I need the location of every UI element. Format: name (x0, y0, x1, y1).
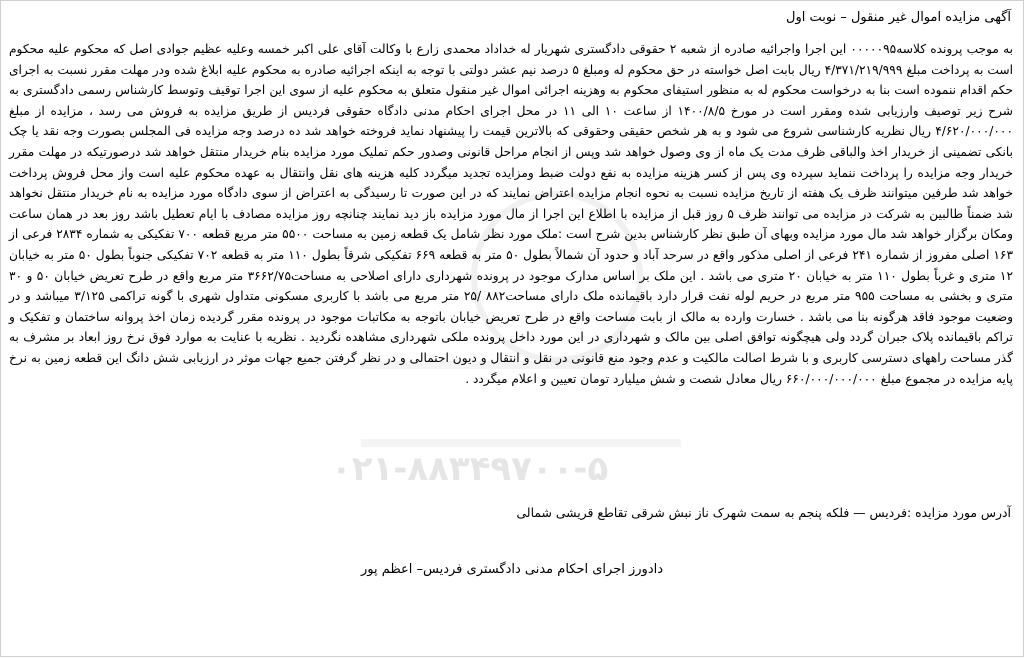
auction-address: آدرس مورد مزایده :فردیس — فلکه پنجم به سمت شهرک ناز نبش شرقی تقاطع قریشی شمالی (516, 505, 1011, 520)
notice-body: به موجب پرونده کلاسه۰۰۰۰۰۹۵ این اجرا واجرائیه صادره از شعبه ۲ حقوقی دادگستری شهریار له خداداد محمدی زارع با وکالت آقای علی اکبر خمسه وعلیه عظیم جوادی اصل که محکوم علیه محکوم است به پرداخت مبلغ ۴/۳۷۱/۲۱۹/۹۹۹ ریال بابت اصل خواسته در حق محکوم له ومبلغ ۵ درصد نیم عشر دولتی با توجه به اینکه اجرائیه صادره به محکوم علیه ابلاغ شده ودر مهلت مقرر نسبت به اجرای حکم اقدام ننموده است بنا به درخواست محکوم له به منظور استیفای محکوم به وهزینه اجرائی اموال غیر منقول متعلق به محکوم علیه از سوی این اجرا توقیف وتوسط کارشناس رسمی دادگستری به شرح زیر توصیف وارزیابی شده ومقرر است در مورخ ۱۴۰۰/۸/۵ از ساعت ۱۰ الی ۱۱ در محل اجرای احکام مدنی دادگاه حقوقی فردیس از طریق مزایده به فروش می رسد ، مزایده از مبلغ ۴/۶۲۰/۰۰۰/۰۰۰ ریال نظریه کارشناسی شروع می شود و به هر شخص حقیقی وحقوقی که بالاترین قیمت را پیشنهاد نماید فروخته خواهد شد ده درصد وجه مزایده فی المجلس بصورت وجه نقد یا چک بانکی تضمینی از خریدار اخذ والباقی ظرف مدت یک ماه از وی وصول خواهد شد وپس از انجام مراحل قانونی وصدور حکم تملیک مورد مزایده بنام خریدار منتقل خواهد شد درصورتیکه در مهلت مقرر خریدار وجه مزایده را پرداخت ننماید سپرده وی پس از کسر هزینه مزایده به نفع دولت ضبط ومزایده تجدید میگردد کلیه هزینه های نقل وانتقال به عهده محکوم علیه است واز محل فروش پرداخت خواهد شد طرفین میتوانند ظرف یک هفته از تاریخ مزایده نسبت به نحوه انجام مزایده اعتراض نمایند که در این صورت تا رسیدگی به اعتراض از سوی دادگاه مورد مزایده به نام خریدار منتقل نخواهد شد ضمناً طالبین به شرکت در مزایده می توانند ظرف ۵ روز قبل از مزایده با اطلاع این اجرا از مال مورد مزایده باز دید نمایند چنانچه روز مزایده مصادف با ایام تعطیل باشد روز بعد در همان ساعت ومکان برگزار خواهد شد مال مورد مزایده وبهای آن طبق نظر کارشناس بدین شرح است :ملک مورد نظر شامل یک قطعه زمین به مساحت ۵۵۰۰ متر مربع قطعه ۷۰۰ تفکیکی به شماره ۲۸۳۴ فرعی از ۱۶۳ اصلی مفروز از شماره ۲۴۱ فرعی از اصلی مذکور واقع در سرحد آباد و حدود آن شمالاً بطول ۵۰ متر به قطعه ۶۶۹ تفکیکی شرقاً بطول ۱۱۰ متر به قطعه ۷۰۲ تفکیکی جنوباً بطول ۵۰ متر به خیابان ۱۲ متری و غرباً بطول ۱۱۰ متر به خیابان ۲۰ متری می باشد . این ملک بر اساس مدارک موجود در پرونده شهرداری دارای اصلاحی به مساحت۳۶۶۲/۷۵ متر مربع واقع در طرح تعریض خیابان ۵۰ و ۳۰ متری و بخشی به مساحت ۹۵۵ متر مربع در حریم لوله نفت قرار دارد باقیمانده ملک دارای مساحت۸۸۲ /۲۵ متر مربع می باشد با کاربری مسکونی متداول شهری با گونه تراکمی ۳/۱۲۵ میباشد و در وضعیت موجود فاقد هرگونه بنا می باشد . خسارت وارده به مالک از بابت مساحت واقع در طرح تعریض خیابان باتوجه به مکاتبات موجود در پرونده مقرر گردیده زمان اخذ پروانه ساختمان و تفکیک و تراکم باقیمانده پلاک جبران گردد ولی هیچگونه توافق اصلی بین مالک و شهرداری در این مورد داخل پرونده ملکی شهرداری مشاهده نگردید . نظریه با عنایت به موارد فوق نرخ روز ابعاد بر مشرف به گذر مساحت راههای دسترسی کاربری و با شرط اصالت مالکیت و عدم وجود منع قانونی در نقل و انتقال و دیون احتمالی و در نظر گرفتن جمیع جهات موثر در ارزیابی شش دانگ این قطعه زمین به نرخ پایه مزایده در مجموع مبلغ ۶۶۰/۰۰۰/۰۰۰/۰۰۰ ریال معادل شصت و شش میلیارد تومان تعیین و اعلام میگردد . (9, 42, 1014, 386)
notice-title: آگهی مزایده اموال غیر منقول – نوبت اول (786, 10, 1011, 25)
watermark-phone-number: ۰۲۱-۸۸۳۴۹۷۰۰-۵ (331, 449, 609, 489)
official-signature: دادورز اجرای احکام مدنی دادگستری فردیس– اعظم پور (360, 562, 664, 577)
